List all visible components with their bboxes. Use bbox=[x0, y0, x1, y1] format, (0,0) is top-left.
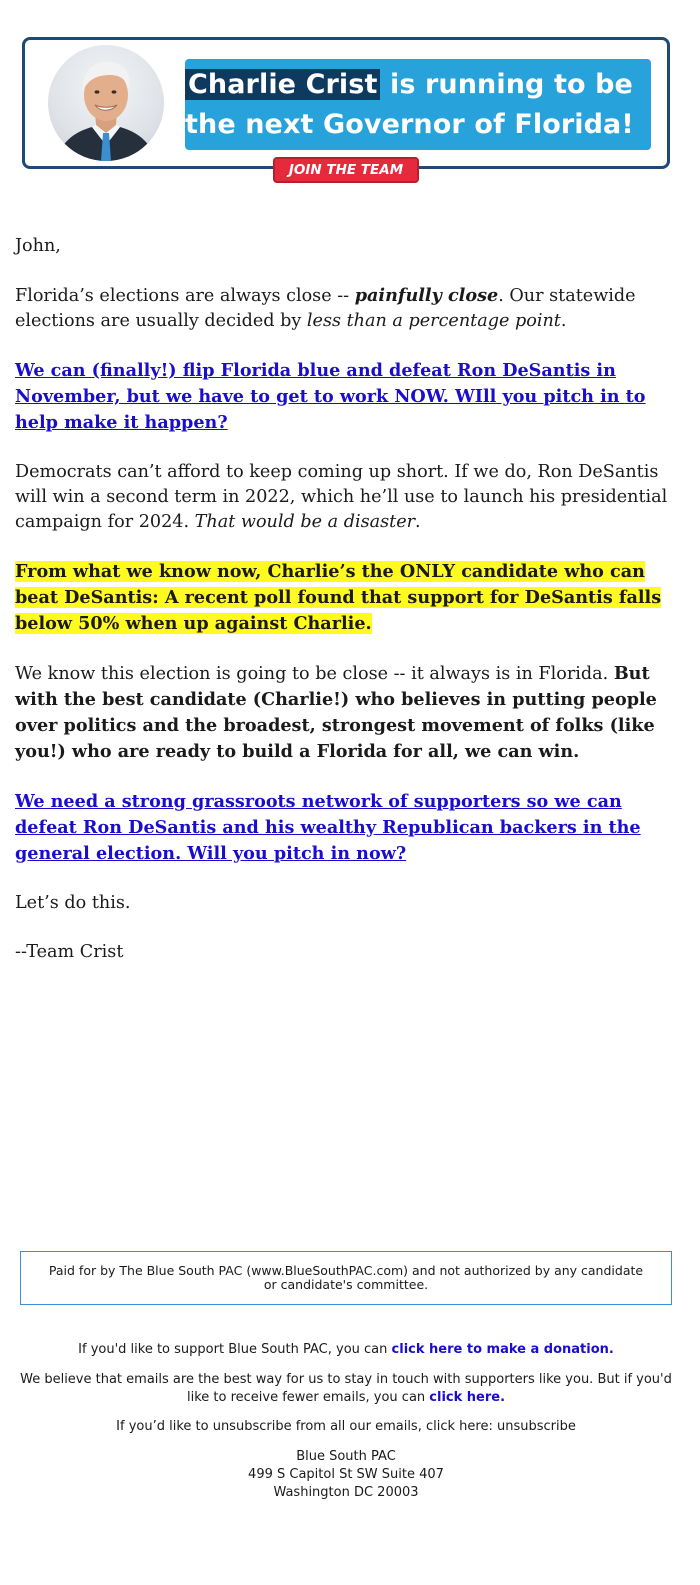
grassroots-donate-link[interactable]: We need a strong grassroots network of supporters so we can defeat Ron DeSantis and his wealthy Republican backers in the general election. Will you pitch in now? bbox=[15, 791, 641, 864]
banner-headline-line-1: Charlie Crist is running to be bbox=[185, 69, 633, 100]
mailing-address bbox=[20, 1448, 672, 1502]
paragraph-link-flip-florida bbox=[15, 358, 680, 436]
address-name: Blue South PAC bbox=[296, 1449, 396, 1464]
address-city: Washington DC 20003 bbox=[273, 1485, 419, 1500]
fewer-emails-link[interactable]: click here. bbox=[429, 1390, 506, 1405]
email-body bbox=[15, 234, 680, 989]
poll-highlight: From what we know now, Charlie’s the ONLY candidate who can beat DeSantis: A recent poll found that support for DeSantis falls below 50% when up against Charlie. bbox=[15, 561, 662, 634]
greeting: John, bbox=[15, 236, 61, 256]
support-line: If you'd like to support Blue South PAC, you can click here to make a donation. bbox=[78, 1342, 614, 1357]
candidate-portrait-image bbox=[48, 45, 164, 161]
join-the-team-button[interactable]: JOIN THE TEAM bbox=[273, 157, 419, 183]
unsubscribe-link[interactable]: unsubscribe bbox=[496, 1419, 576, 1434]
paragraph-democrats: Democrats can’t afford to keep coming up short. If we do, Ron DeSantis will win a second term in 2022, which he’ll use to launch his presidential campaign for 2024. That would be a disaster. bbox=[15, 462, 668, 532]
unsubscribe-line: If you’d like to unsubscribe from all our emails, click here: unsubscribe bbox=[116, 1419, 576, 1434]
fewer-emails-line: We believe that emails are the best way for us to stay in touch with supporters like you. But if you'd like to receive fewer emails, you can click here. bbox=[20, 1372, 672, 1405]
closing-line: Let’s do this. bbox=[15, 893, 131, 913]
donation-link[interactable]: click here to make a donation. bbox=[391, 1342, 614, 1357]
address-street: 499 S Capitol St SW Suite 407 bbox=[248, 1467, 444, 1482]
candidate-name: Charlie Crist bbox=[185, 69, 380, 100]
paragraph-poll-highlight bbox=[15, 559, 680, 637]
flip-florida-link[interactable]: We can (finally!) flip Florida blue and defeat Ron DeSantis in November, but we have to get to work NOW. WIll you pitch in to help make it happen? bbox=[15, 360, 646, 433]
candidate-portrait bbox=[48, 45, 164, 161]
paragraph-best-candidate: We know this election is going to be close -- it always is in Florida. But with the best candidate (Charlie!) who believes in putting people over politics and the broadest, strongest movement of folks (like you!) who are ready to build a Florida for all, we can win. bbox=[15, 663, 657, 762]
paragraph-link-grassroots bbox=[15, 789, 680, 867]
signature: --Team Crist bbox=[15, 942, 124, 962]
paragraph-elections-close: Florida’s elections are always close -- painfully close. Our statewide elections are usually decided by less than a percentage point. bbox=[15, 285, 636, 331]
banner-headline-line-2: the next Governor of Florida! bbox=[185, 109, 634, 140]
paid-for-disclaimer: Paid for by The Blue South PAC (www.BlueSouthPAC.com) and not authorized by any candidate or candidate's committee. bbox=[20, 1251, 672, 1305]
banner-headline-strip bbox=[185, 59, 651, 150]
